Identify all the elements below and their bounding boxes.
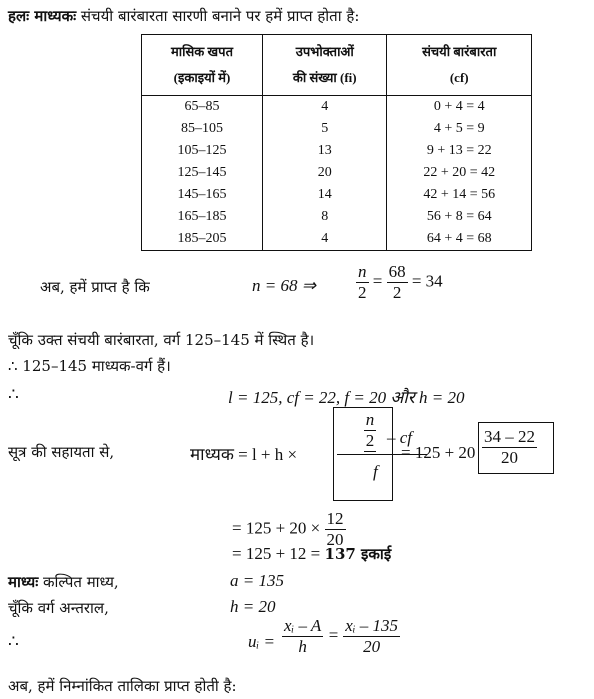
table-cell: 22 + 20 = 42 <box>387 162 532 184</box>
table-cell: 42 + 14 = 56 <box>387 184 532 206</box>
mode-label: माध्यः <box>8 573 39 591</box>
table-cell: 14 <box>263 184 387 206</box>
table-cell: 56 + 8 = 64 <box>387 206 532 228</box>
fraction-numerator: n <box>358 262 367 281</box>
header-cf: (cf) <box>387 65 532 96</box>
n-half-fraction: $\frac{n}{2}$ = $\frac{68}{2}$ = 34 <box>358 262 443 302</box>
ui-formula <box>282 616 400 657</box>
table-row <box>142 184 532 206</box>
table-cell: 145–165 <box>142 184 263 206</box>
formula-substitution: = 125 + 20 <box>401 443 476 462</box>
intro-line <box>8 6 359 26</box>
table-cell: 5 <box>263 118 387 140</box>
ui-lhs: uᵢ = <box>248 632 275 651</box>
header-monthly-consumption: मासिक खपत <box>142 35 263 66</box>
fraction-denominator: 2 <box>392 283 402 302</box>
cumulative-frequency-table <box>141 34 532 251</box>
n-lead-text: अब, हमें प्राप्त है कि <box>40 278 150 296</box>
table-cell: 125–145 <box>142 162 263 184</box>
table-cell: 4 + 5 = 9 <box>387 118 532 140</box>
table-cell: 165–185 <box>142 206 263 228</box>
formula-lead-text: सूत्र की सहायता से, <box>8 443 115 461</box>
table-cell: 13 <box>263 140 387 162</box>
assumed-mean-value: a = 135 <box>230 571 284 590</box>
equals-sign: = <box>327 625 340 645</box>
fraction-numerator: n <box>365 410 375 429</box>
header-count-fi: की संख्या (fi) <box>263 65 387 96</box>
table-cell: 9 + 13 = 22 <box>387 140 532 162</box>
formula-minus-cf: – cf <box>387 428 413 447</box>
median-class-statement: ∴ 125–145 माध्यक-वर्ग हैं। <box>8 357 171 375</box>
fraction-numerator: xᵢ – 135 <box>345 616 399 635</box>
step-two-lhs: = 125 + 20 × <box>232 518 321 538</box>
median-result: 137 इकाई <box>324 545 392 563</box>
formula-denominator-f: f <box>373 462 378 481</box>
table-cell: 4 <box>263 228 387 251</box>
table-cell: 105–125 <box>142 140 263 162</box>
table-header-row <box>142 65 532 96</box>
class-interval-value: h = 20 <box>230 597 276 616</box>
table-cell: 185–205 <box>142 228 263 251</box>
table-row <box>142 140 532 162</box>
table-cell: 4 <box>263 96 387 119</box>
median-parameters: l = 125, cf = 22, f = 20 और h = 20 <box>228 388 465 407</box>
formula-right-bracket <box>478 422 554 474</box>
fraction-denominator: 2 <box>358 283 367 302</box>
mode-text: कल्पित माध्य, <box>43 573 119 591</box>
table-row <box>142 228 532 251</box>
intro-label: हलः माध्यकः <box>8 7 77 25</box>
table-cell: 0 + 4 = 4 <box>387 96 532 119</box>
table-row <box>142 96 532 119</box>
table-row <box>142 162 532 184</box>
median-formula-lhs: माध्यक = l + h × <box>190 445 298 464</box>
table-cell: 65–85 <box>142 96 263 119</box>
fraction-denominator: h <box>298 637 307 656</box>
fraction-denominator: 20 <box>501 448 518 467</box>
table-row <box>142 206 532 228</box>
header-units: (इकाइयों में) <box>142 65 263 96</box>
step-three <box>232 544 391 564</box>
step-three-text: = 125 + 12 = <box>232 544 325 563</box>
table-header-row <box>142 35 532 66</box>
table-cell: 20 <box>263 162 387 184</box>
table-row <box>142 118 532 140</box>
table-cell: 64 + 4 = 68 <box>387 228 532 251</box>
header-cumulative-frequency: संचयी बारंबारता <box>387 35 532 66</box>
class-statement: चूँकि उक्त संचयी बारंबारता, वर्ग 125–145 में स्थित है। <box>8 331 315 349</box>
n-equation: n = 68 ⇒ <box>252 276 316 295</box>
fraction-denominator: 20 <box>363 637 381 656</box>
fraction-numerator: xᵢ – A <box>284 616 322 635</box>
class-interval-text: चूँकि वर्ग अन्तराल, <box>8 599 109 617</box>
fraction-denominator: 2 <box>365 431 375 450</box>
therefore-symbol: ∴ <box>8 632 19 651</box>
table-cell: 85–105 <box>142 118 263 140</box>
fraction-numerator: 12 <box>326 509 344 528</box>
fraction-numerator: 68 <box>388 262 406 281</box>
therefore-symbol: ∴ <box>8 385 19 404</box>
fraction-denominator: 20 <box>326 530 344 549</box>
mode-line <box>8 572 119 592</box>
header-consumers: उपभोक्ताओं <box>263 35 387 66</box>
fraction-numerator: 34 – 22 <box>484 427 535 446</box>
table-cell: 8 <box>263 206 387 228</box>
closing-text: अब, हमें निम्नांकित तालिका प्राप्त होती है: <box>8 677 237 695</box>
intro-text: संचयी बारंबारता सारणी बनाने पर हमें प्राप्त होता है: <box>80 7 360 25</box>
n-half-result: = 34 <box>411 271 443 291</box>
